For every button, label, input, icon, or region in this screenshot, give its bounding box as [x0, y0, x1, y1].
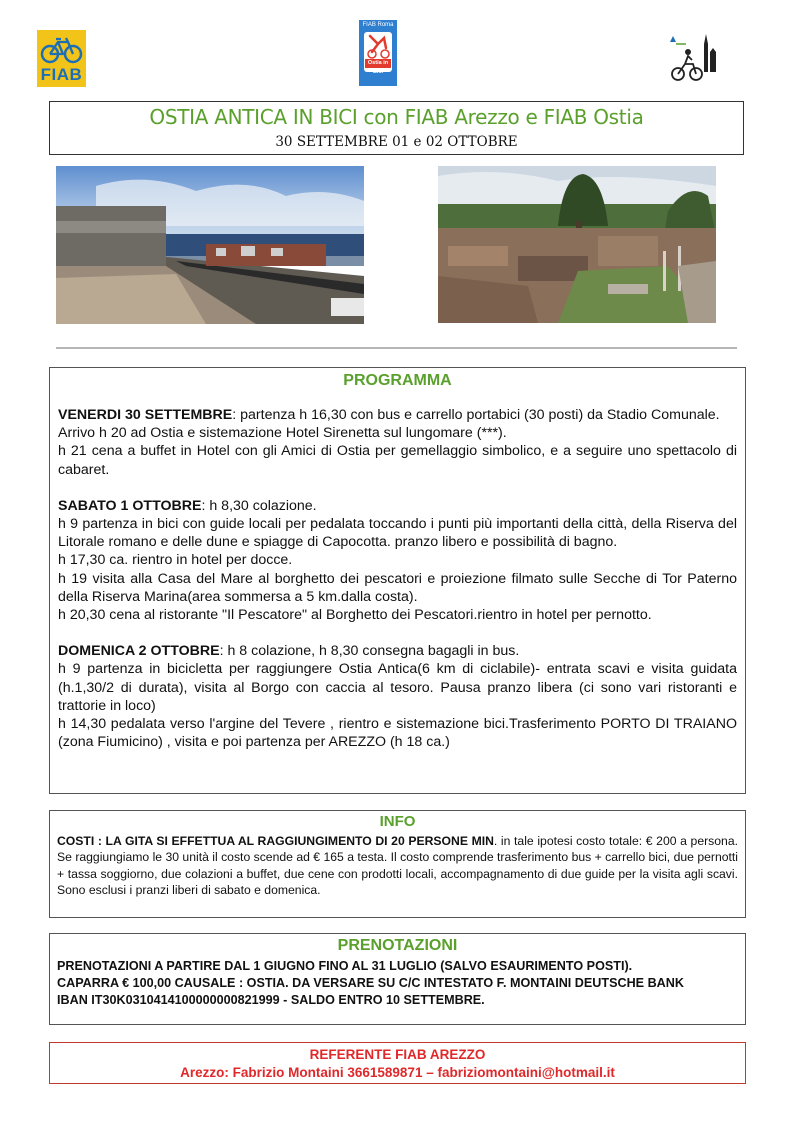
seafront-photo	[56, 166, 364, 324]
fiab-arezzo-logo	[666, 26, 726, 86]
cyclist-tower-icon	[666, 26, 726, 86]
prenotazioni-line1: PRENOTAZIONI A PARTIRE DAL 1 GIUGNO FINO AL 31 LUGLIO (SALVO ESAURIMENTO POSTI).	[57, 959, 633, 973]
sabato-line3: h 17,30 ca. rientro in hotel per docce.	[58, 552, 293, 569]
info-section	[49, 810, 746, 918]
domenica-line3: h 14,30 pedalata verso l'argine del Tevere , rientro e sistemazione bici.Trasferimento PORTO DI TRAIANO (zona Fiumicino) , visita e poi partenza per AREZZO (h 18 ca.)	[58, 716, 737, 751]
sabato-line4: h 19 visita alla Casa del Mare al borghetto dei pescatori e proiezione filmato sulle Secche di Tor Paterno della Riserva Marina(area sommersa a 5 km.dalla costa).	[58, 570, 737, 605]
referente-section	[49, 1042, 746, 1084]
divider	[56, 347, 737, 349]
referente-title: REFERENTE FIAB AREZZO	[309, 1047, 486, 1062]
prenotazioni-line3: IBAN IT30K0310414100000000821999 - SALDO ENTRO 10 SETTEMBRE.	[57, 993, 485, 1007]
sabato-line2: h 9 partenza in bici con guide locali per pedalata toccando i punti più importanti della città, della Riserva del Litorale romano e delle dune e spiagge di Capocotta. pranzo libero e possibilità di bagno.	[58, 516, 737, 551]
page-title: OSTIA ANTICA IN BICI con FIAB Arezzo e FIAB Ostia	[149, 105, 644, 129]
sabato-line5: h 20,30 cena al ristorante "Il Pescatore" al Borghetto dei Pescatori.rientro in hotel per pernotto.	[58, 607, 652, 624]
venerdi-line2: Arrivo h 20 ad Ostia e sistemazione Hotel Sirenetta sul lungomare (***).	[58, 425, 507, 442]
sabato-line1: SABATO 1 OTTOBRE: h 8,30 colazione.	[58, 497, 317, 514]
venerdi-line3: h 21 cena a buffet in Hotel con gli Amici di Ostia per gemellaggio simbolico, e a seguire uno spettacolo di cabaret.	[58, 443, 737, 478]
sabato-day: SABATO 1 OTTOBRE	[58, 497, 202, 514]
prenotazioni-text	[57, 958, 738, 1009]
prenotazioni-section	[49, 933, 746, 1025]
ostia-antica-ruins-photo	[438, 166, 716, 323]
ostia-logo-label: Ostia in Bici	[365, 59, 391, 68]
fiab-logo-text: FIAB	[40, 65, 83, 84]
fiab-logo	[37, 30, 86, 87]
venerdi-line1: VENERDI 30 SETTEMBRE: partenza h 16,30 con bus e carrello portabici (30 posti) da Stadio Comunale.	[58, 407, 720, 423]
domenica-line1: DOMENICA 2 OTTOBRE: h 8 colazione, h 8,30 consegna bagagli in bus.	[58, 643, 520, 660]
ostia-in-bici-logo	[359, 20, 397, 86]
programma-text	[58, 406, 737, 751]
domenica-day: DOMENICA 2 OTTOBRE	[58, 643, 220, 660]
ostia-logo-emblem	[364, 32, 392, 75]
info-text: COSTI : LA GITA SI EFFETTUA AL RAGGIUNGIMENTO DI 20 PERSONE MIN. in tale ipotesi costo totale: € 200 a persona. Se raggiungiamo le 30 unità il costo scende ad € 165 a testa. Il costo comprende trasferimento bus + carrello bici, due pernotti + tassa soggiorno, due colazioni a buffet, due cene con prodotti locali, accompagnamento di due guide per la visita agli scavi. Sono esclusi i pranzi liberi di sabato e domenica.	[57, 834, 738, 897]
prenotazioni-line2: CAPARRA € 100,00 CAUSALE : OSTIA. DA VERSARE SU C/C INTESTATO F. MONTAINI DEUTSCHE BANK	[57, 976, 684, 990]
programma-title: PROGRAMMA	[343, 372, 452, 389]
bicycle-icon	[37, 30, 86, 70]
ostia-logo-top-text: FIAB Roma	[362, 22, 394, 28]
venerdi-day: VENERDI 30 SETTEMBRE	[58, 407, 233, 423]
title-box	[49, 101, 744, 155]
cyclist-icon	[364, 32, 392, 62]
info-title: INFO	[379, 813, 416, 830]
page-subtitle: 30 SETTEMBRE 01 e 02 OTTOBRE	[275, 134, 518, 150]
info-costi: COSTI : LA GITA SI EFFETTUA AL RAGGIUNGIMENTO DI 20 PERSONE MIN	[57, 834, 494, 848]
prenotazioni-title: PRENOTAZIONI	[337, 937, 458, 954]
programma-section	[49, 367, 746, 794]
domenica-line2: h 9 partenza in bicicletta per raggiungere Ostia Antica(6 km di ciclabile)- entrata scavi e visita guidata (h.1,30/2 di durata), visita al Borgo con caccia al tesoro. Pausa pranzo libera (ci sono vari ristoranti e trattorie in loco)	[58, 661, 737, 714]
referente-contact[interactable]: Arezzo: Fabrizio Montaini 3661589871 – fabriziomontaini@hotmail.it	[180, 1065, 615, 1080]
